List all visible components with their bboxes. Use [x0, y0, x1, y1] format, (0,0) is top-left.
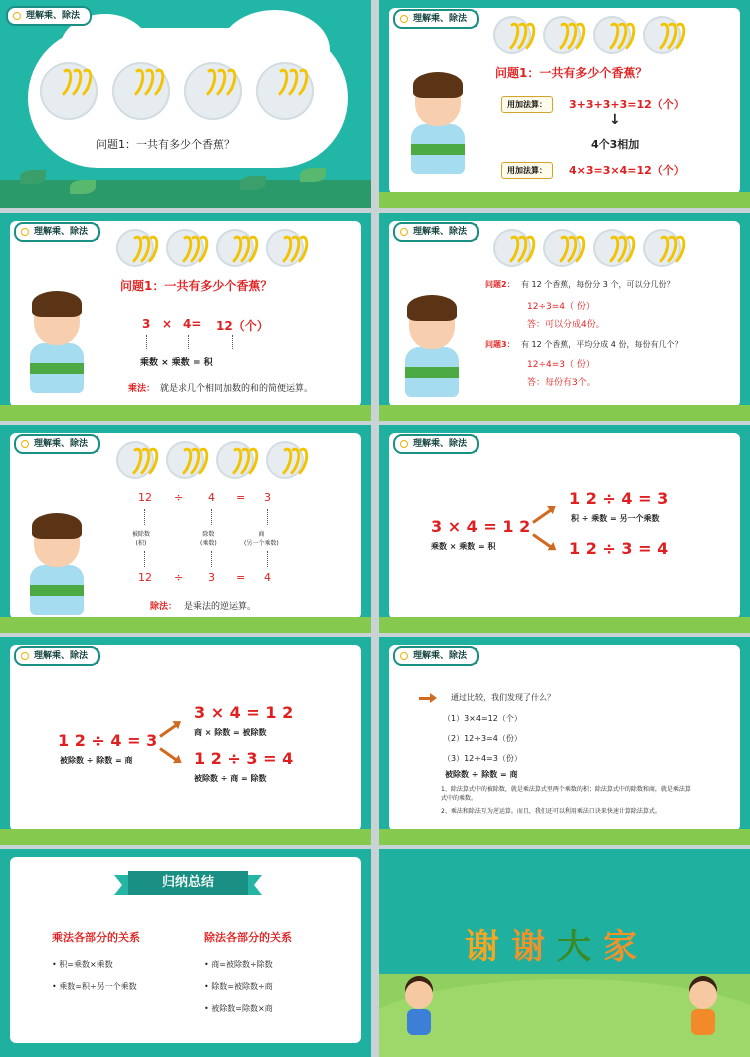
banana-plate-icon — [266, 441, 304, 479]
leaf-icon — [20, 170, 46, 184]
slide-10 — [379, 849, 750, 1057]
banana-plate-icon — [643, 16, 681, 54]
banana-plate-icon — [256, 62, 314, 120]
topic-tag: 理解乘、除法 — [393, 9, 479, 29]
banana-plate-icon — [166, 229, 204, 267]
topic-tag: 理解乘、除法 — [393, 646, 479, 666]
top-expression: 3 × 4 = 1 2 — [194, 703, 294, 722]
definition-text: 就是求几个相同加数的和的简便运算。 — [160, 384, 314, 394]
definition-text: 是乘法的逆运算。 — [184, 602, 257, 612]
slide-7 — [0, 637, 371, 845]
slide-6 — [379, 425, 750, 633]
conclusion-2: 2、乘法和除法互为逆运算。而且，我们还可以利用乘法口诀来快速计算除法算式。 — [441, 808, 661, 815]
left-expression: 3 × 4 = 1 2 — [431, 517, 531, 536]
terms-text: 乘数 × 乘数 = 积 — [140, 358, 213, 368]
banana-plate-icon — [493, 16, 531, 54]
item-1: （1）3×4=12（个） — [443, 714, 522, 723]
kid-boy-illustration — [401, 981, 435, 1041]
thanks-char-3: 大 — [557, 927, 591, 967]
topic-tag: 理解乘、除法 — [6, 6, 92, 26]
q3-text: 有 12 个香蕉，平均分成 4 份，每份有几个？ — [521, 340, 683, 349]
slide-8 — [379, 637, 750, 845]
bottom-terms: 被除数 ÷ 商 = 除数 — [194, 774, 267, 783]
bottom-expression: 1 2 ÷ 3 = 4 — [194, 749, 294, 768]
q2-text: 有 12 个香蕉，每份分 3 个，可以分几份？ — [521, 280, 675, 289]
banana-plate-icon — [643, 229, 681, 267]
q2-expression: 12÷3=4（ 份） — [527, 302, 595, 312]
grass — [0, 180, 371, 208]
arrow-right-icon — [419, 697, 433, 700]
question-text: 问题1：一共有多少个香蕉？ — [495, 66, 648, 80]
banana-plate-icon — [166, 441, 204, 479]
boy-illustration — [26, 295, 88, 405]
banana-plate-icon — [593, 229, 631, 267]
topic-tag: 理解乘、除法 — [14, 646, 100, 666]
down-arrow-icon: ↓ — [609, 112, 621, 128]
question-text: 问题1：一共有多少个香蕉？ — [120, 279, 273, 293]
kid-girl-illustration — [685, 981, 719, 1041]
mul-label: 用加法算： — [501, 162, 553, 179]
div-item-2: • 除数=被除数÷商 — [204, 982, 273, 991]
mul-item-2: • 乘数=积÷另一个乘数 — [52, 982, 137, 991]
boy-illustration — [407, 76, 469, 186]
topic-tag: 理解乘、除法 — [14, 434, 100, 454]
terms-text: 被除数 ÷ 除数 = 商 — [445, 770, 518, 779]
thanks-char-2: 谢 — [511, 927, 545, 967]
thanks-char-1: 谢 — [465, 927, 499, 967]
divisor-label: 除数 (乘数) — [200, 531, 217, 547]
groups-text: 4个3相加 — [591, 138, 640, 151]
definition-key: 乘法： — [128, 384, 156, 394]
item-3: （3）12÷4=3（份） — [443, 754, 522, 763]
banana-plate-icon — [112, 62, 170, 120]
banana-plate-icon — [216, 441, 254, 479]
boy-illustration — [26, 517, 88, 627]
summary-banner: 归纳总结 — [128, 871, 248, 895]
slide-3: 理解乘、除法 问题1：一共有多少个香蕉？ 3 × 4= 12（个） 乘数 × 乘数 = 积 乘法： 就是求几个相同加数的和的简便运算。 — [0, 213, 371, 421]
banana-plate-icon — [40, 62, 98, 120]
banana-plate-icon — [116, 229, 154, 267]
banana-plate-icon — [493, 229, 531, 267]
q3-answer: 答：每份有3个。 — [527, 378, 596, 388]
slide-5: 理解乘、除法 12 ÷ 4 = 3 被除数 (积) 除数 (乘数) 商 (另一个乘数) 12 ÷ 3 = 4 除法： 是乘法的逆运算。 — [0, 425, 371, 633]
top-terms: 商 × 除数 = 被除数 — [194, 728, 267, 737]
left-terms: 被除数 ÷ 除数 = 商 — [60, 756, 133, 765]
bottom-expression: 1 2 ÷ 3 = 4 — [569, 539, 669, 558]
boy-illustration — [401, 299, 463, 409]
definition-key: 除法： — [150, 602, 178, 612]
left-expression: 1 2 ÷ 4 = 3 — [58, 731, 158, 750]
div-title: 除法各部分的关系 — [204, 931, 292, 944]
slide-2 — [379, 0, 750, 208]
q2-label: 问题2： — [485, 280, 515, 289]
item-2: （2）12÷3=4（份） — [443, 734, 522, 743]
banana-plate-icon — [543, 16, 581, 54]
banana-plate-icon — [593, 16, 631, 54]
top-expression: 1 2 ÷ 4 = 3 — [569, 489, 669, 508]
div-item-3: • 被除数=除数×商 — [204, 1004, 273, 1013]
topic-tag: 理解乘、除法 — [14, 222, 100, 242]
div-item-1: • 商=被除数÷除数 — [204, 960, 273, 969]
quotient-label: 商 (另一个乘数) — [244, 531, 279, 547]
left-terms: 乘数 × 乘数 = 积 — [431, 542, 496, 551]
banana-plate-icon — [266, 229, 304, 267]
add-label: 用加法算： — [501, 96, 553, 113]
intro-text: 通过比较，我们发现了什么？ — [451, 693, 555, 702]
top-terms: 积 ÷ 乘数 = 另一个乘数 — [571, 514, 660, 523]
q3-label: 问题3： — [485, 340, 515, 349]
thanks-char-4: 家 — [603, 927, 637, 967]
mul-expression: 4×3=3×4=12（个） — [569, 164, 685, 177]
topic-tag: 理解乘、除法 — [393, 434, 479, 454]
topic-tag: 理解乘、除法 — [393, 222, 479, 242]
question-text: 问题1：一共有多少个香蕉？ — [96, 138, 235, 151]
slide-9 — [0, 849, 371, 1057]
q2-answer: 答：可以分成4份。 — [527, 320, 605, 330]
conclusion-1: 1、除法算式中的被除数，就是乘法算式里两个乘数的积；除法算式中的除数和商，就是乘法算式中的乘数。 — [441, 786, 691, 802]
slide-4 — [379, 213, 750, 421]
mul-title: 乘法各部分的关系 — [52, 931, 140, 944]
mul-item-1: • 积=乘数×乘数 — [52, 960, 113, 969]
q3-expression: 12÷4=3（ 份） — [527, 360, 595, 370]
slide-1 — [0, 0, 371, 208]
banana-plate-icon — [116, 441, 154, 479]
banana-plate-icon — [184, 62, 242, 120]
dividend-label: 被除数 (积) — [132, 531, 151, 547]
banana-plate-icon — [543, 229, 581, 267]
banana-plate-icon — [216, 229, 254, 267]
add-expression: 3+3+3+3=12（个） — [569, 98, 685, 111]
